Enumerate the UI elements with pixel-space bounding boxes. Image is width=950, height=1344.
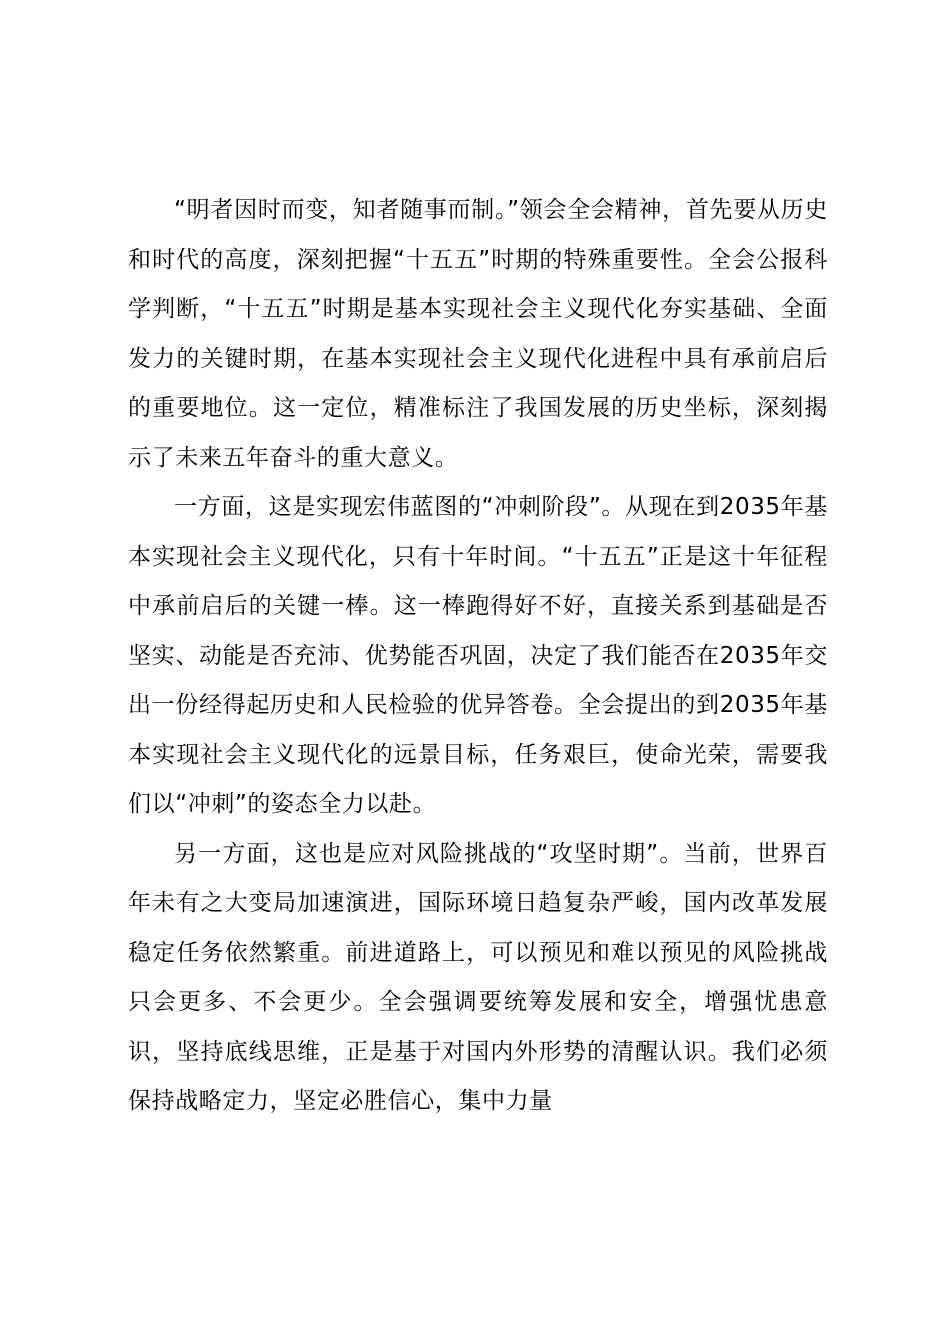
paragraph-2: 一方面，这是实现宏伟蓝图的“冲刺阶段”。从现在到2035年基本实现社会主义现代化，只有十年时间。“十五五”正是这十年征程中承前启后的关键一棒。这一棒跑得好不好，直接关系到基础是否坚实、动能是否充沛、优势能否巩固，决定了我们能否在2035年交出一份经得起历史和人民检验的优异答卷。全会提出的到2035年基本实现社会主义现代化的远景目标，任务艰巨，使命光荣，需要我们以“冲刺”的姿态全力以赴。 xyxy=(128,494,828,817)
paragraph-1: “明者因时而变，知者随事而制。”领会全会精神，首先要从历史和时代的高度，深刻把握“十五五”时期的特殊重要性。全会公报科学判断，“十五五”时期是基本实现社会主义现代化夯实基础、全面发力的关键时期，在基本实现社会主义现代化进程中具有承前启后的重要地位。这一定位，精准标注了我国发展的历史坐标，深刻揭示了未来五年奋斗的重大意义。 xyxy=(128,197,828,471)
paragraph-3: 另一方面，这也是应对风险挑战的“攻坚时期”。当前，世界百年未有之大变局加速演进，国际环境日趋复杂严峻，国内改革发展稳定任务依然繁重。前进道路上，可以预见和难以预见的风险挑战只会更多、不会更少。全会强调要统筹发展和安全，增强忧患意识，坚持底线思维，正是基于对国内外形势的清醒认识。我们必须保持战略定力，坚定必胜信心，集中力量 xyxy=(128,840,828,1114)
document-body xyxy=(128,186,828,1127)
